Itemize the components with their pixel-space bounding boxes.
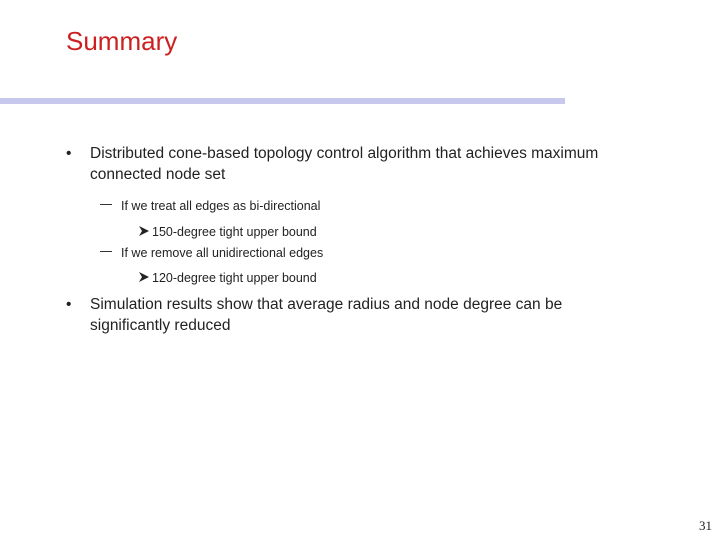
- arrowhead-icon: [138, 225, 150, 237]
- sub-bullet-item: [100, 198, 320, 214]
- arrowhead-icon: [138, 271, 150, 283]
- sub-bullet-item: [100, 245, 323, 261]
- bullet-text-line: connected node set: [90, 166, 226, 183]
- dash-icon: [100, 204, 112, 205]
- bullet-item: [66, 294, 666, 336]
- bullet-marker: •: [66, 296, 72, 313]
- sub-bullet-text: If we treat all edges as bi-directional: [121, 199, 321, 213]
- bullet-marker: •: [66, 145, 72, 162]
- bullet-text-line: significantly reduced: [90, 317, 231, 334]
- bullet-text-line: Simulation results show that average radius and node degree can be: [90, 296, 563, 313]
- slide-title: Summary: [66, 26, 178, 56]
- detail-text: 150-degree tight upper bound: [152, 225, 317, 239]
- page-number: 31: [699, 518, 712, 533]
- title-underline: [0, 98, 565, 104]
- bullet-item: [66, 143, 666, 185]
- detail-text: 120-degree tight upper bound: [152, 271, 317, 285]
- bullet-text: [90, 294, 665, 336]
- sub-bullet-text: If we remove all unidirectional edges: [121, 246, 324, 260]
- bullet-text-line: Distributed cone-based topology control algorithm that achieves maximum: [90, 145, 599, 162]
- dash-icon: [100, 251, 112, 252]
- bullet-text: [90, 143, 665, 185]
- detail-item: [138, 270, 317, 286]
- detail-item: [138, 224, 317, 240]
